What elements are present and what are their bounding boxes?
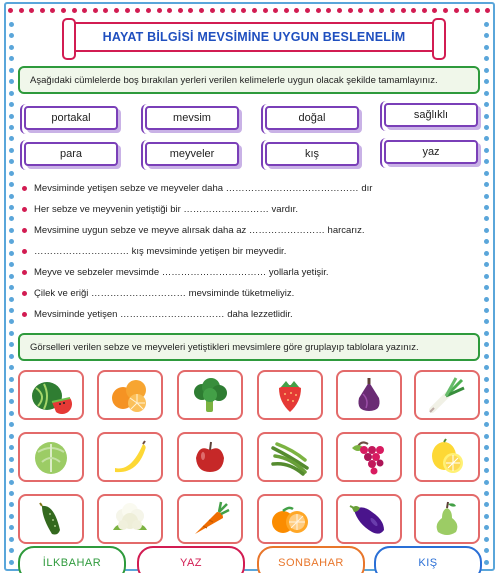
decor-dot [157, 8, 162, 13]
decor-dot [93, 8, 98, 13]
decor-dot [484, 194, 489, 199]
decor-dot [379, 8, 384, 13]
watermelon-icon [30, 376, 72, 414]
decor-dot [9, 56, 14, 61]
decor-dot [8, 8, 13, 13]
decor-dot [411, 8, 416, 13]
cabbage-icon [30, 438, 72, 476]
decor-dot [220, 8, 225, 13]
strawberry-icon [269, 376, 311, 414]
strawberry-image-cell [257, 370, 323, 420]
decor-dot [9, 102, 14, 107]
decor-dot [9, 502, 14, 507]
grapes-icon [348, 438, 390, 476]
decor-dot [263, 8, 268, 13]
apple-image-cell [177, 432, 243, 482]
decor-dot [484, 56, 489, 61]
decor-dot [484, 22, 489, 27]
decor-dot [484, 308, 489, 313]
decor-dot [484, 205, 489, 210]
decor-dot [484, 297, 489, 302]
left-dot-border [9, 22, 15, 565]
decor-dot [9, 159, 14, 164]
decor-dot [9, 308, 14, 313]
decor-dot [484, 468, 489, 473]
decor-dot [484, 182, 489, 187]
decor-dot [178, 8, 183, 13]
decor-dot [40, 8, 45, 13]
decor-dot [484, 514, 489, 519]
decor-dot [484, 91, 489, 96]
pear-image-cell [414, 494, 480, 544]
decor-dot [9, 239, 14, 244]
decor-dot [9, 79, 14, 84]
decor-dot [484, 228, 489, 233]
decor-dot [484, 159, 489, 164]
decor-dot [135, 8, 140, 13]
decor-dot [475, 8, 480, 13]
decor-dot [484, 354, 489, 359]
cauliflower-image-cell [97, 494, 163, 544]
season-box-ilkbahar[interactable]: İLKBAHAR [18, 546, 126, 573]
decor-dot [9, 422, 14, 427]
decor-dot [484, 525, 489, 530]
decor-dot [484, 45, 489, 50]
orange-image-cell [257, 494, 323, 544]
season-box-sonbahar[interactable]: SONBAHAR [257, 546, 365, 573]
decor-dot [9, 216, 14, 221]
decor-dot [484, 136, 489, 141]
sentence-item: Meyve ve sebzeler mevsimde …………………………… yollarla yetişir. [34, 262, 474, 283]
decor-dot [443, 8, 448, 13]
decor-dot [484, 262, 489, 267]
decor-dot [484, 171, 489, 176]
decor-dot [454, 8, 459, 13]
decor-dot [199, 8, 204, 13]
top-dot-border [8, 8, 491, 16]
decor-dot [484, 342, 489, 347]
decor-dot [316, 8, 321, 13]
word-bank-item: para [24, 142, 118, 166]
banana-icon [109, 438, 151, 476]
decor-dot [484, 560, 489, 565]
decor-dot [9, 445, 14, 450]
sentence-item: ………………………… kış mevsiminde yetişen bir meyvedir. [34, 241, 474, 262]
decor-dot [9, 297, 14, 302]
decor-dot [125, 8, 130, 13]
fig-icon [348, 376, 390, 414]
decor-dot [484, 274, 489, 279]
carrot-image-cell [177, 494, 243, 544]
decor-dot [9, 91, 14, 96]
decor-dot [9, 537, 14, 542]
decor-dot [9, 319, 14, 324]
decor-dot [9, 480, 14, 485]
decor-dot [9, 411, 14, 416]
decor-dot [72, 8, 77, 13]
sentence-item: Her sebze ve meyvenin yetiştiği bir ……………………… vardır. [34, 199, 474, 220]
decor-dot [369, 8, 374, 13]
decor-dot [305, 8, 310, 13]
decor-dot [9, 114, 14, 119]
decor-dot [9, 45, 14, 50]
decor-dot [9, 377, 14, 382]
decor-dot [484, 216, 489, 221]
decor-dot [9, 525, 14, 530]
decor-dot [9, 342, 14, 347]
cabbage-image-cell [18, 432, 84, 482]
lemon-image-cell [414, 432, 480, 482]
decor-dot [9, 171, 14, 176]
decor-dot [484, 239, 489, 244]
decor-dot [29, 8, 34, 13]
right-dot-border [484, 22, 490, 565]
sentence-item: Çilek ve eriği ………………………… mevsiminde tüketmeliyiz. [34, 283, 474, 304]
cucumber-icon [30, 500, 72, 538]
sentence-item: Mevsiminde yetişen sebze ve meyveler daha …………………………………… dır [34, 178, 474, 199]
decor-dot [210, 8, 215, 13]
decor-dot [9, 251, 14, 256]
decor-dot [464, 8, 469, 13]
pear-icon [426, 500, 468, 538]
decor-dot [484, 114, 489, 119]
orange-slices-image-cell [97, 370, 163, 420]
decor-dot [484, 434, 489, 439]
decor-dot [484, 68, 489, 73]
decor-dot [9, 125, 14, 130]
decor-dot [9, 182, 14, 187]
decor-dot [484, 537, 489, 542]
decor-dot [484, 548, 489, 553]
decor-dot [484, 285, 489, 290]
decor-dot [82, 8, 87, 13]
broccoli-icon [189, 376, 231, 414]
decor-dot [484, 148, 489, 153]
decor-dot [114, 8, 119, 13]
decor-dot [484, 480, 489, 485]
decor-dot [9, 468, 14, 473]
word-bank-item: portakal [24, 106, 118, 130]
decor-dot [273, 8, 278, 13]
decor-dot [484, 388, 489, 393]
green-beans-image-cell [257, 432, 323, 482]
decor-dot [432, 8, 437, 13]
decor-dot [484, 502, 489, 507]
decor-dot [348, 8, 353, 13]
decor-dot [484, 411, 489, 416]
broccoli-image-cell [177, 370, 243, 420]
decor-dot [9, 136, 14, 141]
cauliflower-icon [109, 500, 151, 538]
decor-dot [9, 194, 14, 199]
apple-icon [189, 438, 231, 476]
word-bank-item: sağlıklı [384, 103, 478, 127]
decor-dot [9, 399, 14, 404]
sentence-item: Mevsiminde yetişen …………………………… daha lezzetlidir. [34, 304, 474, 325]
decor-dot [9, 22, 14, 27]
decor-dot [50, 8, 55, 13]
decor-dot [326, 8, 331, 13]
decor-dot [484, 79, 489, 84]
decor-dot [61, 8, 66, 13]
decor-dot [188, 8, 193, 13]
green-beans-icon [269, 438, 311, 476]
lemon-icon [426, 438, 468, 476]
sentence-list [34, 178, 474, 325]
word-bank-item: doğal [265, 106, 359, 130]
produce-grid [18, 370, 480, 546]
eggplant-icon [348, 500, 390, 538]
grapes-image-cell [336, 432, 402, 482]
decor-dot [9, 228, 14, 233]
decor-dot [484, 399, 489, 404]
eggplant-image-cell [336, 494, 402, 544]
decor-dot [422, 8, 427, 13]
decor-dot [485, 8, 490, 13]
decor-dot [9, 148, 14, 153]
decor-dot [484, 445, 489, 450]
leek-image-cell [414, 370, 480, 420]
decor-dot [358, 8, 363, 13]
decor-dot [9, 205, 14, 210]
season-box-yaz[interactable]: YAZ [137, 546, 245, 573]
decor-dot [484, 422, 489, 427]
decor-dot [9, 285, 14, 290]
decor-dot [9, 434, 14, 439]
decor-dot [401, 8, 406, 13]
decor-dot [484, 491, 489, 496]
watermelon-image-cell [18, 370, 84, 420]
decor-dot [484, 457, 489, 462]
decor-dot [284, 8, 289, 13]
decor-dot [146, 8, 151, 13]
banana-image-cell [97, 432, 163, 482]
decor-dot [167, 8, 172, 13]
word-bank-item: mevsim [145, 106, 239, 130]
instruction-group-seasons: Görselleri verilen sebze ve meyveleri yetiştikleri mevsimlere göre gruplayıp tablolara yazınız. [18, 333, 480, 361]
fig-image-cell [336, 370, 402, 420]
decor-dot [9, 388, 14, 393]
decor-dot [103, 8, 108, 13]
decor-dot [294, 8, 299, 13]
decor-dot [252, 8, 257, 13]
decor-dot [337, 8, 342, 13]
decor-dot [9, 33, 14, 38]
decor-dot [484, 125, 489, 130]
decor-dot [9, 262, 14, 267]
orange-icon [269, 500, 311, 538]
decor-dot [9, 68, 14, 73]
decor-dot [9, 331, 14, 336]
decor-dot [19, 8, 24, 13]
decor-dot [484, 319, 489, 324]
decor-dot [9, 491, 14, 496]
decor-dot [241, 8, 246, 13]
page-title: HAYAT BİLGİSİ MEVSİMİNE UYGUN BESLENELİM [70, 22, 438, 52]
decor-dot [9, 457, 14, 462]
word-bank-item: meyveler [145, 142, 239, 166]
season-box-kis[interactable]: KIŞ [374, 546, 482, 573]
decor-dot [9, 560, 14, 565]
decor-dot [9, 354, 14, 359]
carrot-icon [189, 500, 231, 538]
sentence-item: Mevsimine uygun sebze ve meyve alırsak daha az …………………… harcarız. [34, 220, 474, 241]
decor-dot [484, 377, 489, 382]
orange-slices-icon [109, 376, 151, 414]
word-bank-item: kış [265, 142, 359, 166]
decor-dot [484, 33, 489, 38]
decor-dot [484, 251, 489, 256]
decor-dot [231, 8, 236, 13]
cucumber-image-cell [18, 494, 84, 544]
leek-icon [426, 376, 468, 414]
decor-dot [484, 102, 489, 107]
decor-dot [390, 8, 395, 13]
decor-dot [9, 548, 14, 553]
instruction-fill-blanks: Aşağıdaki cümlelerde boş bırakılan yerleri verilen kelimelerle uygun olacak şekilde tamamlayınız. [18, 66, 480, 94]
decor-dot [484, 365, 489, 370]
decor-dot [9, 365, 14, 370]
word-bank-item: yaz [384, 140, 478, 164]
decor-dot [9, 514, 14, 519]
decor-dot [9, 274, 14, 279]
decor-dot [484, 331, 489, 336]
